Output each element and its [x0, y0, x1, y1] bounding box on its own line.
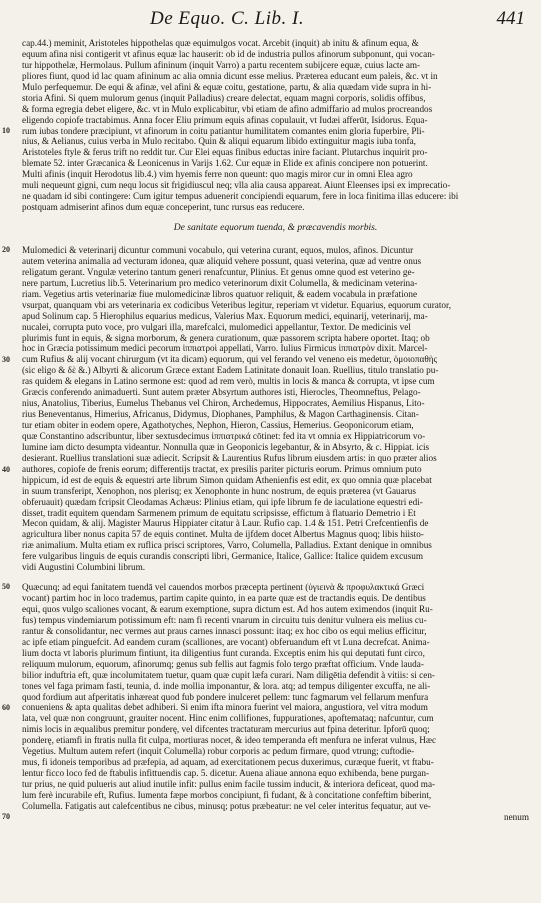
text-line: vidi Augustini Columbini librum. — [22, 562, 146, 573]
text-line: ponderę, etiamfi in ftratis nulla fit culpa, mortiuras nocet, & ideo temperanda eft menfura ne inferat vulnus, Hæc — [22, 735, 437, 746]
text-line: ac ipfe etiam pinguefcit. Ad eandem curam (scalliones, are vocant) obferuandum eft vt Luna decrefcat. Anima- — [22, 636, 430, 647]
text-line: hippicum, id est de equis & equestri arte librum Simon quidam Athenienfis est edit, ex quo omnia quæ placebat — [22, 474, 432, 485]
text-line: postquam admiserint afinos dum equæ conceperint, tunc rursus eas reducere. — [22, 202, 305, 213]
text-line: Vegetius. Multum autem refert (inquit Columella) robur corporis ac pedum firmare, quod vtrung; cuftodie- — [22, 746, 415, 757]
text-line: bilior induftria eft, quæ incolumitatem tuetur, quam quæ cupit læfa curari. Nam diligētia defendit à vitiis: si cen- — [22, 669, 435, 680]
paragraph-health-care — [2, 582, 529, 823]
text-line: ne quadam id sibi contingere: Cum igitur tempus aduenerit concipiendi equarum, fere in loca finitima illas educere: ibi — [22, 191, 459, 202]
text-line: religatum gerant. Vngulæ veterino tantum generi renafcuntur, Plinius. Et genus omne quod est veterino ge- — [22, 266, 415, 277]
paragraph-veterinarians — [2, 245, 529, 573]
text-line: fere vulgaribus linguis de equis curandis conscripti libri, Germanice, Italice, Gallice: Italice quidem excusum — [22, 551, 424, 562]
text-line: & forma egregia debet eligere, &c. vt in Mulo explicabitur, vbi etiam de afino admiffario ad mulos procreandos — [22, 103, 433, 114]
text-line: rantur & consolidantur, nec vermes aut praus carnes innasci possunt: itaq; ex hoc cibo os equi melius efficitur, — [22, 625, 427, 636]
text-line: Mecon quidam, & alij. Magister Maurus Hippiater citatur à Laur. Rufio cap. 1.4 & 151. Petri Crefcentienfis de — [22, 518, 429, 529]
text-line: blemate 52. inter Græcanica & Leonicenus in Varijs 1.62. Cur equæ in Elide ex afinis concipere non potuerint. — [22, 158, 428, 169]
margin-line-number: 20 — [2, 245, 10, 254]
text-line: lata, vel quæ non congruunt, grauiter nocent. Hinc enim collifiones, fuppurationes, apoftemataq; nafcuntur, cum — [22, 713, 434, 724]
text-line: muli nequeunt gigni, cum nequ locus sit frigidiuscul neq; vlla alia causa appareat. Aiunt Eleenses ipsi ex imprecatio- — [22, 180, 451, 191]
text-line: Mulomedici & veterinarij dicuntur communi vocabulo, qui veterina curant, equos, mulos, afinos. Dicuntur — [22, 245, 414, 255]
text-line: tur etiam obiter in eodem opere, Agathotyches, Nephon, Hieron, Cassius, Hemerius. Geoponicorum etiam, — [22, 420, 414, 430]
text-line: nucalei, corrupta puto voce, pro vulgari illa, marefcalci, mulomedici appellantur, Textor. De medicinis vel — [22, 321, 411, 332]
text-line: storia Afini. Si quem mulorum genus (inquit Palladius) creare delectat, equam magni corporis, solidis offibus, — [22, 92, 426, 103]
text-line: ras quidem & elegans in Latino sermone est: quod ad rem verò, multis in locis & manca & corrupta, vt ipse cum — [22, 376, 435, 387]
text-line: tones vel faga primam fasti, teunia, d. inde mollia imponantur, & lora. atq; ad tempus diligenter excuffa, ne ali- — [22, 680, 431, 691]
text-line: rius Beneventanus, Himerius, Africanus, Didymus, Diophanes, Pamphilus, & Magon Carthaginensis. Citan- — [22, 409, 419, 420]
text-line: rum iubas tondere præcipiunt, vt afinorum in coitu patiantur humilitatem comantes enim gloria fuperbire, Pli- — [22, 125, 425, 136]
text-line: reliquum mulorum, equorum, afinorumq; genus sub fellis aut fagmis folo tergo præftat officium. Vnde lauda- — [22, 658, 424, 669]
paragraph-breeding — [2, 38, 529, 213]
text-line: Aristoteles ftyle & ferus trift no reddit tur. Cur Elei equas finibus eductas inire faciant. Plutarchus inquirit pro- — [22, 147, 428, 158]
paragraph-gap — [22, 573, 529, 582]
text-line: riam. Vegetius artis veterinariæ fiue mulomedicinæ libros quatuor reliquit, & eadem vocabula in præfatione — [22, 288, 418, 299]
text-line: pliores fiunt, quod id lac quam afininum ac alia omnia dicunt esse melius. Præterea educant eum paleis, &c. vt in — [22, 70, 438, 81]
text-line: nius, & Aelianus, cuius verba in Mulo recitabo. Quin & aliqui equarum libido extinguitur magis iuba tonfa, — [22, 136, 416, 147]
text-line: riæ animalium. Multa etiam ex ruflica prisci scriptores, Varro, Columella, Palladius. Extant denique in omnibus — [22, 540, 432, 551]
body-text — [2, 38, 529, 823]
page-header — [30, 8, 529, 36]
margin-line-number: 50 — [2, 582, 10, 592]
text-line: agricultura liber nonus capita 57 de equis continet. Multa de ijfdem docet Albertus Magnus quoq; libis hiisto- — [22, 529, 424, 540]
text-line: cap.44.) meminit, Aristoteles hippothelas quæ equimulgos vocat. Arcebit (inquit) ab initu & afinum equa, & — [22, 38, 419, 48]
text-line: plurimis funt in equis, & signa morborum, & genera curationum, quæ passorem scripta habere oportet. Itaq; ob — [22, 332, 430, 343]
running-head: De Equo. C. Lib. I. — [150, 8, 305, 29]
text-line: quod fordium aut afperitatis inhæreat quod fub pondere inulceret pellem: tunc fagmarum vel fellarum menfura — [22, 691, 429, 702]
text-line: mus, fi idoneis temporibus ad præfepia, ad aquam, ad exercitationem pecus duxerimus, curæque fuerit, vt ftabu- — [22, 757, 434, 768]
text-line: obferuauit) quædam fcripsit Cleodamas Achæus: Plinius etiam, qui ipfe librum fe de iaculatione equestri edi- — [22, 496, 423, 507]
text-line: Græcis conferendo animaduerti. Sunt autem præter Absyrtum authores isti, Hierocles, Theomneftus, Pelago- — [22, 387, 421, 398]
text-line: Multi afinis (inquit Herodotus lib.4.) vim hyemis ferre non queunt: quo magis miror cur in omni Elea agro — [22, 169, 413, 180]
text-line: Mulo perfequemur. De equi & afinæ, vel afini & equæ coitu, gestatione, partu, & alia quædam vide supra in hi- — [22, 81, 432, 92]
margin-line-number: 40 — [2, 465, 10, 474]
margin-line-number: 30 — [2, 355, 10, 364]
text-line: hoc in Græcia potissimum medici pecorum ἱππιατροὶ appellati, Varro. Iulius Firmicus ἱππιατρὸν dixit. Marcel- — [22, 343, 428, 354]
text-line: cum Rufius & alij vocant chirurgum (vt ita dicam) equorum, qui vel ferando vel veneno eis medetur, ὁμοιοπαθὴς — [22, 354, 438, 365]
text-line: tur hippothelæ, Hermolaus. Pullum afininum (inquit Varro) a partu recentem subijcere equæ, cuius lacte am- — [22, 59, 421, 70]
text-line: vocant) partim hoc in loco trademus, partim capite quinto, in ea parte quæ est de tractandis equis. De dentibus — [22, 593, 426, 604]
text-line: Quæcunq; ad equi fanitatem tuendā vel cauendos morbos præcepta pertinent (ὑγιεινὰ & προφυλακτικά Græci — [22, 582, 425, 593]
text-line: eligendo copiofe tractabimus. Anna focer Eliu primum equis afinas copulauit, vt Iudæi afferūt, Isidorus. Equa- — [22, 114, 428, 125]
margin-line-number: 70 — [2, 812, 10, 822]
section-heading: De sanitate equorum tuenda, & præcavendis morbis. — [173, 222, 378, 233]
text-line: disset, tradit equitem quendam Sarmenem primum de equitatu scripsisse, effictum à flatuario Demetrio i Et — [22, 507, 416, 518]
text-line: conueniens & apta qualitas debet adhiberi. Si enim ifta minora fuerint vel maiora, angustiora, vel vitra modum — [22, 702, 428, 713]
text-line: nimis locis in æqualibus premitur ponderę, vel difcentes tractaturam mercurius aut fpina deteritur. Ipforū quoq; — [22, 724, 430, 735]
text-line: desierant. Ruellius translationi suæ adiecit. Scripsit & Laurentius Rufus librum eiusdem artis: in quo præter alios — [22, 452, 437, 463]
text-line: tur prius, ne quid pulueris aut aliud inutile infit: pullus enim facile tussim inducit, & interiora deficeat, quod ma- — [22, 779, 436, 789]
page-number: 441 — [496, 8, 525, 29]
text-line: nere partum, Lucretius lib.5. Veterinarium pro medico veterinorum dixit Columella, & medicinam veterina- — [22, 277, 418, 288]
text-line: (sic eligo & δὲ &.) Albyrti & alicorum Græce extant Eadem Latinitate donauit Ioan. Ruellius, titulo translatio pu- — [22, 365, 439, 376]
text-line: nius, Anatolius, Tiberius, Eumelus Thebanus vel Chiron, Archedemus, Hippocrates, Aemilius Hispanus, Lito- — [22, 398, 425, 409]
text-line: authores, copiofe de frenis eorum; differentijs tractat, ex presilis pariter picturis eorum. Primus omnium puto — [22, 463, 422, 474]
text-line: fus) tempus vindemiarum potissimum eft: nam fi recenti vnarum in circuitu tuis denitur vulnera eis melius cu- — [22, 614, 427, 625]
margin-line-number: 10 — [2, 126, 10, 135]
text-line: lentur ficco loco fed de ftabulis infittuendis cap. 5. dicetur. Auena aliaue annona equo exhibenda, bene purgan- — [22, 768, 429, 779]
text-line: Columella. Fatigatis aut calefcentibus ne cibus, minusq; potus præbeatur: ne vel celer interitus fequatur, aut ve- — [22, 800, 431, 811]
text-line: lium docta vt laboris plurimum fintiunt, ita diligentius funt curanda. Exceptis enim his qui deputati funt circo, — [22, 647, 425, 658]
text-line: lumine iam dicto desumpta videantur. Nonnulla quæ in Geoponicis legebantur, & in Absyrto, & c. Hippiat. icis — [22, 441, 430, 452]
text-line: equum afina nisi contigerit vt afinus equæ lac hauserit: ob id de industria pullos afinorum subponunt, qui vocan- — [22, 48, 435, 59]
text-line: lum ferè incurabile eft, Rufius. Iumenta fæpe morbos concipiunt, fi fudant, & à concitatione confeftim biberint, — [22, 789, 432, 800]
text-line: quæ Constantino adscribuntur, liber sextusdecimus ἱππιατρικά cōtinet: fed ita vt omnia ex Hippiatricorum vo- — [22, 430, 426, 441]
text-line: in suum transfeript, Xenophon, nos plerisq; ex Xenophonte in hunc nostrum, de equis præterea (vt Gauarus — [22, 485, 416, 496]
catchword: nenum — [503, 811, 529, 822]
margin-line-number: 60 — [2, 703, 10, 713]
text-line: equi, quos vulgo scaliones vocant, & earum exemptione, supra dictum est. Ad hos autem eximendos (inquit Ru- — [22, 604, 433, 614]
text-line: autem veterina animalia ad vecturam idonea, quæ aliquid vehere possunt, quasi veterina, quæ ad ventre onus — [22, 255, 422, 266]
text-line: apud Solinum cap. 5 Hierophilus equarius medicus, Valerius Max. Equorum medici, equinarij, veterinarij, ma- — [22, 310, 428, 321]
text-line: vsurpat, quanquam vbi ars veterinaria ex codicibus Veteribus legitur, reperiam vt videtur. Equarius, equorum curator, — [22, 299, 451, 310]
